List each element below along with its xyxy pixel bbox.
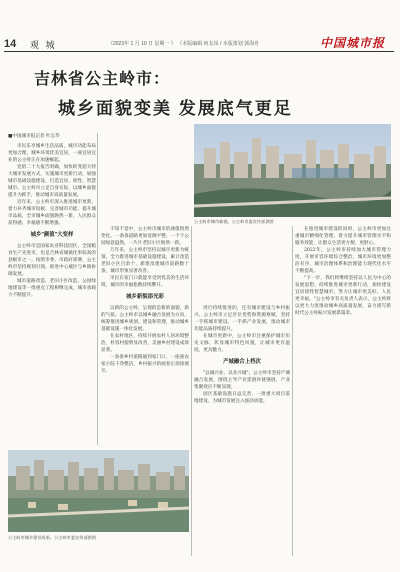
header-rule [4, 51, 394, 52]
subheading-1: 城乡"颜值"大变样 [30, 232, 74, 238]
paragraph: "以城兴业、以业兴城"。公主岭市坚持产城融合发展，围绕主导产业延链补链强链，产业集聚效应不断显现。 [194, 371, 290, 390]
town-aerial-image [8, 450, 189, 532]
masthead-logo: 中国城市报 [320, 36, 386, 50]
paragraph: 园区基础设施日益完善，一批重大项目落地建设，为城市发展注入强劲动能。 [194, 392, 290, 404]
subheading-3: 产城融合上档次 [223, 359, 261, 365]
paragraph: 进行持续推进的，还有城市建设与乡村振兴。公主岭市立足区位优势和资源禀赋，坚持一手抓城市建设、一手抓产业发展，推动城市功能品质持续提升。 [194, 306, 290, 332]
paragraph: 以新的公主岭，呈现的是新的面貌、新的气质。公主岭市以城乡融合发展为方向，统筹推进城乡规划、建设和管理，推动城乡基础设施一体化发展。 [101, 306, 189, 332]
paragraph: 市民乐享城乡生活品质，城市功能布局更加合理，城乡环境优美宜居，一座宜居宜业的公主岭正在加速崛起。 [8, 144, 96, 163]
paragraph: 在农村地区，持续开展农村人居环境整治，村容村貌明显改善，美丽乡村建设成效显著。 [101, 334, 189, 353]
article-column-1 [8, 133, 96, 445]
column-divider [292, 226, 293, 556]
paragraph: 近年来，公主岭市深入推进城市更新，着力补齐城市短板、完善城市功能、提升城市品质，全市城乡面貌焕然一新，人民群众获得感、幸福感不断增强。 [8, 200, 96, 226]
page-header [0, 0, 400, 48]
paragraph: 党的二十大报告明确，加快转变超大特大城市发展方式，实施城市更新行动，加强城市基础设施建设，打造宜居、韧性、智慧城市。公主岭市立足自身实际，以城乡面貌提升为抓手，推动城市高质量发展。 [8, 165, 96, 198]
paragraph: 在城市更新中，公主岭市注重保护城市历史文脉，彰显城市特色风貌，让城市更有温度、更具魅力。 [194, 334, 290, 353]
paragraph: 一条条乡村道路通到家门口，一座座农家小院干净整洁，乡村振兴的画卷正徐徐展开。 [101, 355, 189, 374]
page-number: 14 [4, 38, 17, 50]
paragraph: 城市道路改造、老旧小区改造、公园绿地建设等一批重点工程相继完成，城市承载力不断提升。 [8, 279, 96, 298]
photo-caption-bottom: 公主岭市城乡建设成果。公主岭市委宣传部供图 [8, 535, 96, 540]
subheading-2: 城乡新貌添光彩 [126, 294, 164, 300]
section-name: 观 城 [30, 40, 57, 50]
article-column-3 [194, 305, 290, 557]
paragraph: 不知不觉中，公主岭市城市的颜值悄然变化。一条条道路更加宽阔平整，一个个公园绿意盎然，一片片老旧小区焕然一新。 [101, 227, 189, 246]
photo-caption-top: 公主岭市城市新貌。公主岭市委宣传部供图 [194, 219, 274, 224]
article-kicker: 吉林省公主岭市： [34, 71, 171, 88]
city-aerial-image [194, 124, 391, 217]
city-aerial-photo [194, 124, 391, 217]
paragraph: 市民在家门口就能享受到优美的生活环境，城市的幸福指数持续攀升。 [101, 276, 189, 288]
article-column-4 [295, 226, 391, 557]
column-divider [97, 133, 98, 445]
byline: ■中国城市报记者 叶志华 [8, 134, 60, 139]
article-headline: 城乡面貌变美 发展底气更足 [58, 99, 293, 118]
paragraph: 2022年，公主岭市持续加大城市管理力度，开展市容环境综合整治，城市环境更加整洁有序，城市治理体系和治理能力现代化水平不断提高。 [295, 248, 391, 274]
paragraph: "下一步，我们将继续坚持以人民为中心的发展思想，持续推进城市更新行动，加快建设宜居韧性智慧城市，努力让城市更美好、人民更幸福。"公主岭市有关负责人表示，公主岭将以更大力度推动城乡高质量发展，奋力谱写新时代公主岭振兴发展新篇章。 [295, 276, 391, 316]
issue-meta: 《2023年 1 月 10 日 星期一 》 《本版编辑 何友凤 / 本版策划 郭海舟 [108, 41, 260, 47]
column-divider [191, 226, 192, 556]
paragraph: 在推进城市建设的同时，公主岭市更加注重城市精细化管理，着力提升城市管理水平和服务效能，让群众生活更方便、更舒心。 [295, 227, 391, 246]
paragraph: 几年来，公主岭市坚持以城市更新为统领，全力推进城市基础设施建设，累计改造老旧小区百余个，新建改建城市道路数十条，城市形象显著改善。 [101, 248, 189, 274]
town-aerial-photo [8, 450, 189, 532]
paragraph: 公主岭市是国家农业科技园区、全国粮食生产先进市，也是吉林省城镇化率较高的县级市之一。按照市委、市政府部署，公主岭市坚持规划引领，推进中心城区与乡镇协调发展。 [8, 244, 96, 277]
